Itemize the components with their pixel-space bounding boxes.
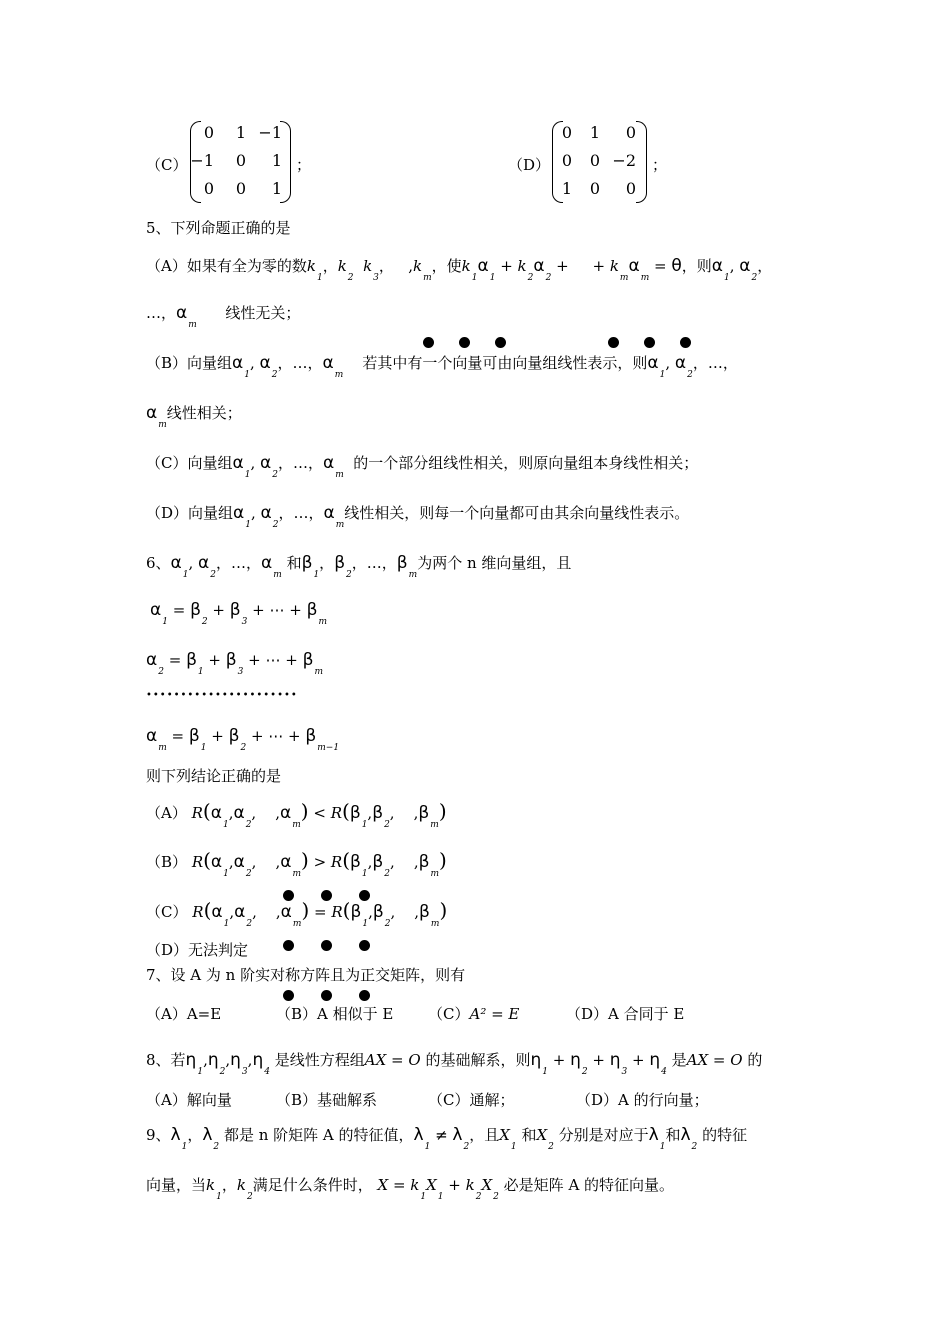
q8-mid3: 是 <box>671 1051 687 1069</box>
bullet-dot <box>459 337 470 348</box>
q6-stem: 6、$\alpha_1$, $\alpha_2$，…，$\alpha_m$ 和$\beta_1$，$\beta_2$，…，$\beta_m$为两个 n 维向量组，且 <box>146 553 572 580</box>
q6-b-label: （B） <box>146 853 188 871</box>
q8-mid2: 的基础解系，则 <box>425 1051 531 1069</box>
q5-stem: 5、下列命题正确的是 <box>146 219 291 237</box>
matrix-c-cell: 1 <box>271 179 282 198</box>
q6-num: 6、 <box>146 554 171 572</box>
q6-c-label: （C） <box>146 903 188 921</box>
q9-line2-b: 满足什么条件时， <box>252 1176 373 1194</box>
q4-c-label: （C） <box>146 156 188 174</box>
bullet-dot <box>644 337 655 348</box>
matrix-d-cell: 0 <box>625 179 636 198</box>
q6-ellipsis-row: •••••••••••••••••••••• <box>146 690 298 701</box>
q9-line2: 向量，当$k_1$，$k_2$满足什么条件时， $X = k_1X_1 + k_2X_2$ 必是矩阵 A 的特征向量。 <box>146 1176 675 1202</box>
bullet-dot <box>359 940 370 951</box>
q5-a-text2: ，使 <box>431 257 462 275</box>
q9-line1: 9、$\lambda_1$，$\lambda_2$ 都是 n 阶矩阵 A 的特征值，$\lambda_1 \ne \lambda_2$，且$X_1$ 和$X_2$ 分别是对应于$\lambda_1$和$\lambda_2$ 的特征 <box>146 1125 748 1152</box>
matrix-c-cell: −1 <box>190 151 214 170</box>
q5-d-label: （D） <box>146 504 189 522</box>
q7-option-a: （A）A=E <box>146 1005 222 1023</box>
q8-eq-2: AX = O <box>686 1051 743 1069</box>
q6-eq-1: $\alpha_1 = \beta_2 + \beta_3$ + ⋯ + $\beta_m$ <box>150 600 327 627</box>
q9-t6: 的特征 <box>702 1126 748 1144</box>
bullet-dot <box>359 990 370 1001</box>
q4-d-label: （D） <box>508 156 551 174</box>
matrix-c-cell: −1 <box>258 123 282 142</box>
q9-num: 9、 <box>146 1126 171 1144</box>
q5-c-label: （C） <box>146 454 188 472</box>
bullet-dot <box>680 337 691 348</box>
q7-option-b: （B）A 相似于 E <box>276 1005 394 1023</box>
bullet-dot <box>283 990 294 1001</box>
q8-option-c: （C）通解； <box>428 1091 515 1109</box>
matrix-d-cell: 0 <box>561 123 572 142</box>
q6-option-c: （C） $R(\alpha_1,\alpha_2$, $,\alpha_m) = R(\beta_1,\beta_2$, $,\beta_m$) <box>146 898 448 929</box>
q5-d-text2: 线性相关，则每一个向量都可由其余向量线性表示。 <box>344 504 690 522</box>
q9-line2-a: 向量，当 <box>146 1176 207 1194</box>
q9-t2: ，且 <box>469 1126 500 1144</box>
matrix-d-cell: 0 <box>589 179 600 198</box>
q5-a-text1: 如果有全为零的数 <box>186 257 307 275</box>
q8-option-d: （D）A 的行向量； <box>576 1091 709 1109</box>
bullet-dot <box>283 940 294 951</box>
matrix-d-cell: −2 <box>612 151 636 170</box>
q4-d-tail: ； <box>652 156 668 174</box>
bullet-dot <box>608 337 619 348</box>
q9-t3: 和 <box>521 1126 537 1144</box>
q5-a-line2-tail: 线性无关； <box>225 304 301 322</box>
q5-b-line2-tail: 线性相关； <box>166 404 242 422</box>
q6-and: 和 <box>286 554 302 572</box>
q6-d-text: 无法判定 <box>188 941 249 959</box>
q6-eq-m: $\alpha_m = \beta_1 + \beta_2$ + ⋯ + $\beta_{m-1}$ <box>146 726 340 753</box>
q9-t5: 和 <box>665 1126 681 1144</box>
q5-option-b-line2: $\alpha_m$线性相关； <box>146 403 242 430</box>
matrix-d-right-paren <box>636 121 647 203</box>
q5-b-label: （B） <box>146 354 188 372</box>
q5-option-d: （D）向量组$\alpha_1$, $\alpha_2$，…，$\alpha_m$线性相关，则每一个向量都可由其余向量线性表示。 <box>146 503 690 530</box>
q8-num: 8、若 <box>146 1051 186 1069</box>
q5-a-label: （A） <box>146 257 187 275</box>
q8-option-b: （B）基础解系 <box>276 1091 378 1109</box>
q5-option-a-line2: …，$\alpha_m$ 线性无关； <box>146 303 301 330</box>
q9-t4: 分别是对应于 <box>558 1126 649 1144</box>
matrix-d-cell: 0 <box>589 151 600 170</box>
q6-eq-2: $\alpha_2 = \beta_1 + \beta_3$ + ⋯ + $\beta_m$ <box>146 650 323 677</box>
matrix-c-cell: 0 <box>203 179 214 198</box>
q6-conclusion: 则下列结论正确的是 <box>146 767 282 785</box>
q9-line2-c: 必是矩阵 A 的特征向量。 <box>503 1176 675 1194</box>
matrix-d-cell: 0 <box>561 151 572 170</box>
q5-d-text1: 向量组 <box>188 504 234 522</box>
q6-option-b: （B） $R(\alpha_1,\alpha_2$, $,\alpha_m) > R(\beta_1,\beta_2$, $,\beta_m$) <box>146 848 447 879</box>
bullet-dot <box>495 337 506 348</box>
q5-a-text3: ，则 <box>681 257 712 275</box>
q5-option-c: （C）向量组$\alpha_1$, $\alpha_2$，…，$\alpha_m$ 的一个部分组线性相关，则原向量组本身线性相关； <box>146 453 699 480</box>
q7-c-label: （C） <box>428 1005 470 1023</box>
q6-option-d <box>146 940 248 960</box>
q7-stem: 7、设 A 为 n 阶实对称方阵且为正交矩阵，则有 <box>146 966 466 984</box>
matrix-c-cell: 1 <box>235 123 246 142</box>
matrix-d-cell: 1 <box>561 179 572 198</box>
bullet-dot <box>321 990 332 1001</box>
bullet-dot <box>321 940 332 951</box>
q5-option-a-line1: （A）如果有全为零的数$k_1$，$k_2$ $k_3$， $,k_m$，使$k_1\alpha_1 + k_2\alpha_2$ + + $k_m\alpha_m = \theta$，则$\alpha_1$, $\alpha_2$， <box>146 256 773 283</box>
q6-tail: 为两个 n 维向量组，且 <box>417 554 572 572</box>
q4-c-tail: ； <box>296 156 312 174</box>
q5-c-text1: 向量组 <box>187 454 233 472</box>
matrix-d-cell: 0 <box>625 123 636 142</box>
q5-b-text1: 向量组 <box>187 354 233 372</box>
q8-option-a: （A）解向量 <box>146 1091 232 1109</box>
q5-b-text2: 若其中有一个向量可由向量组线性表示，则 <box>362 354 648 372</box>
q6-d-label: （D） <box>146 941 189 959</box>
q5-option-b-line1: （B）向量组$\alpha_1$, $\alpha_2$，…，$\alpha_m$ 若其中有一个向量可由向量组线性表示，则$\alpha_1$, $\alpha_2$，…， <box>146 353 738 380</box>
q6-option-a: （A） $R(\alpha_1,\alpha_2$, $,\alpha_m) < R(\beta_1,\beta_2$, $,\beta_m$) <box>146 799 447 830</box>
q8-mid: 是线性方程组 <box>274 1051 365 1069</box>
q6-a-label: （A） <box>146 804 187 822</box>
q7-option-c <box>428 1004 519 1024</box>
q8-eq: AX = O <box>364 1051 421 1069</box>
q8-stem: 8、若$\eta_1,\eta_2,\eta_3,\eta_4$ 是线性方程组AX = O 的基础解系，则$\eta_1 + \eta_2 + \eta_3 + \eta_4$ 是AX = O 的 <box>146 1050 763 1077</box>
matrix-d-cell: 1 <box>589 123 600 142</box>
q8-end: 的 <box>747 1051 763 1069</box>
matrix-c-cell: 0 <box>235 179 246 198</box>
matrix-c-cell: 0 <box>203 123 214 142</box>
q9-t1: 都是 n 阶矩阵 A 的特征值， <box>223 1126 414 1144</box>
q7-c-math: A² = E <box>469 1005 520 1023</box>
matrix-c-cell: 1 <box>271 151 282 170</box>
matrix-c-cell: 0 <box>235 151 246 170</box>
bullet-dot <box>423 337 434 348</box>
q5-c-text2: 的一个部分组线性相关，则原向量组本身线性相关； <box>353 454 699 472</box>
q7-option-d: （D）A 合同于 E <box>566 1005 685 1023</box>
